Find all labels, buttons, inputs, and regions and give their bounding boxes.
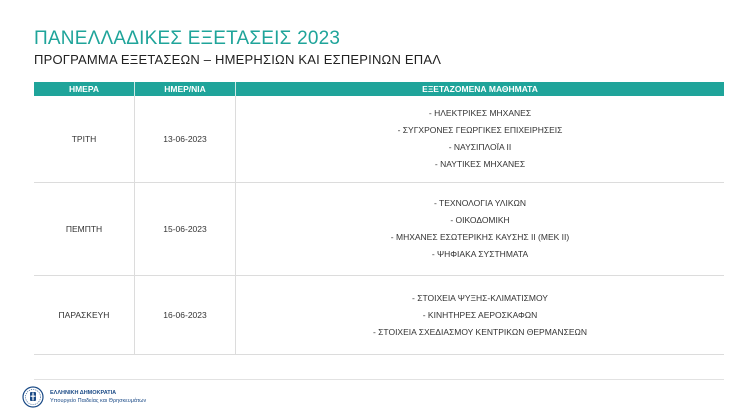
column-header-subjects: ΕΞΕΤΑΖΟΜΕΝΑ ΜΑΘΗΜΑΤΑ: [236, 82, 725, 96]
footer-divider: [34, 379, 724, 380]
subjects-list: [236, 195, 724, 263]
date-cell: 13-06-2023: [135, 96, 236, 183]
date-cell: 15-06-2023: [135, 183, 236, 276]
subject-item: - ΜΗΧΑΝΕΣ ΕΣΩΤΕΡΙΚΗΣ ΚΑΥΣΗΣ ΙΙ (ΜΕΚ ΙΙ): [390, 232, 570, 242]
subjects-list: [236, 105, 724, 173]
page-title: ΠΑΝΕΛΛΑΔΙΚΕΣ ΕΞΕΤΑΣΕΙΣ 2023: [34, 28, 341, 49]
day-cell: ΠΑΡΑΣΚΕΥΗ: [34, 276, 135, 355]
subject-item: - ΨΗΦΙΑΚΑ ΣΥΣΤΗΜΑΤΑ: [431, 249, 529, 259]
footer-line-2: Υπουργείο Παιδείας και Θρησκευμάτων: [50, 398, 147, 404]
column-header-day: ΗΜΕΡΑ: [34, 82, 135, 96]
table-row: [34, 183, 724, 276]
subject-item: - ΚΙΝΗΤΗΡΕΣ ΑΕΡΟΣΚΑΦΩΝ: [422, 309, 538, 320]
subject-item: - ΣΤΟΙΧΕΙΑ ΨΥΞΗΣ-ΚΛΙΜΑΤΙΣΜΟΥ: [412, 292, 548, 303]
page-subtitle: ΠΡΟΓΡΑΜΜΑ ΕΞΕΤΑΣΕΩΝ – ΗΜΕΡΗΣΙΩΝ ΚΑΙ ΕΣΠΕΡΙΝΩΝ ΕΠΑΛ: [34, 52, 442, 67]
exam-schedule-table: [34, 82, 724, 355]
footer-line-1: ΕΛΛΗΝΙΚΗ ΔΗΜΟΚΡΑΤΙΑ: [50, 390, 117, 396]
subject-item: - ΣΥΓΧΡΟΝΕΣ ΓΕΩΡΓΙΚΕΣ ΕΠΙΧΕΙΡΗΣΕΙΣ: [397, 125, 563, 135]
date-cell: 16-06-2023: [135, 276, 236, 355]
day-cell: ΤΡΙΤΗ: [34, 96, 135, 183]
table-row: [34, 276, 724, 355]
subject-item: - ΗΛΕΚΤΡΙΚΕΣ ΜΗΧΑΝΕΣ: [428, 108, 532, 118]
table-row: [34, 96, 724, 183]
subjects-cell: [236, 276, 725, 355]
day-cell: ΠΕΜΠΤΗ: [34, 183, 135, 276]
ministry-label: [50, 389, 146, 405]
table-header-row: [34, 82, 724, 96]
subjects-cell: [236, 183, 725, 276]
subject-item: - ΟΙΚΟΔΟΜΙΚΗ: [450, 215, 510, 225]
subject-item: - ΣΤΟΙΧΕΙΑ ΣΧΕΔΙΑΣΜΟΥ ΚΕΝΤΡΙΚΩΝ ΘΕΡΜΑΝΣΕΩΝ: [372, 326, 588, 337]
column-header-date: ΗΜΕΡ/ΝΙΑ: [135, 82, 236, 96]
subjects-cell: [236, 96, 725, 183]
hellenic-republic-emblem-icon: [22, 386, 44, 408]
subject-item: - ΝΑΥΤΙΚΕΣ ΜΗΧΑΝΕΣ: [434, 159, 526, 169]
subjects-list: [236, 290, 724, 341]
subject-item: - ΝΑΥΣΙΠΛΟΪΑ ΙΙ: [448, 142, 512, 152]
subject-item: - ΤΕΧΝΟΛΟΓΙΑ ΥΛΙΚΩΝ: [434, 198, 526, 208]
